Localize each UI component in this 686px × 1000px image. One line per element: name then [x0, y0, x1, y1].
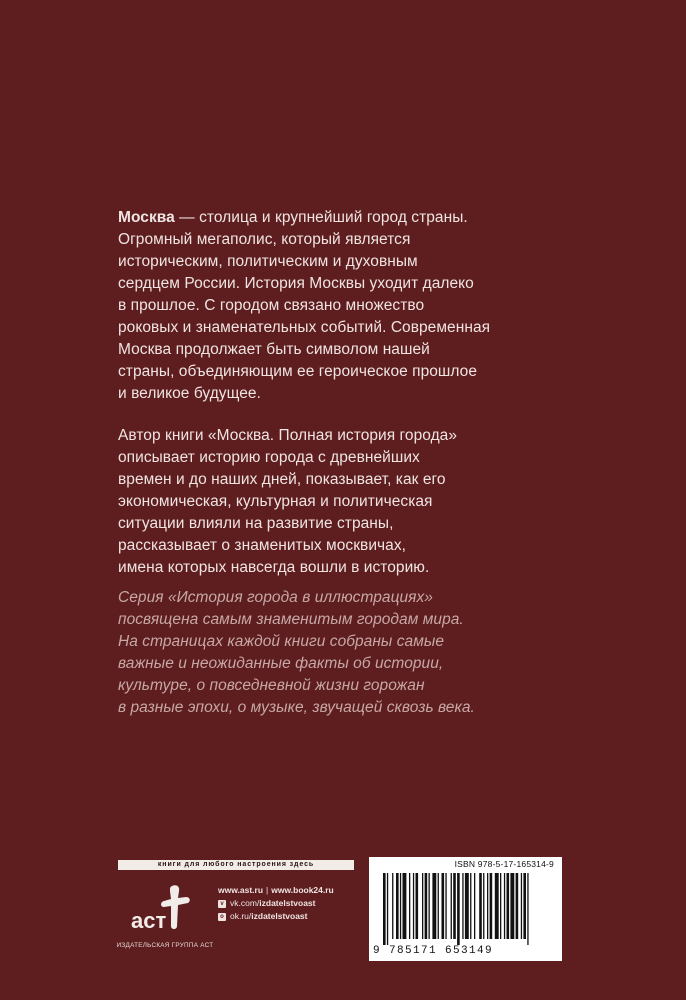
- vk-icon: v: [218, 900, 226, 908]
- paragraph-line: На страницах каждой книги собраны самые: [118, 633, 445, 650]
- barcode-bar: [510, 873, 514, 939]
- barcode-bar: [521, 873, 522, 939]
- barcode-bar: [438, 873, 439, 939]
- barcode-bar: [507, 873, 510, 939]
- paragraph-line: посвящена самым знаменитым городам мира.: [118, 611, 464, 628]
- barcode-bar: [409, 873, 410, 939]
- barcode-bar: [442, 873, 445, 939]
- paragraph-line: описывает историю города с древнейших: [118, 449, 420, 466]
- paragraph-line: в разные эпохи, о музыке, звучащей сквозь века.: [118, 699, 475, 716]
- paragraph-line: и великое будущее.: [118, 385, 261, 402]
- barcode-bar: [504, 873, 505, 939]
- barcode-bar: [479, 873, 482, 939]
- barcode-bar: [400, 873, 401, 939]
- barcode-bar: [445, 873, 446, 939]
- barcode-bar: [470, 873, 471, 939]
- barcode-bar: [527, 873, 528, 945]
- paragraph-line: роковых и знаменательных событий. Современная: [118, 319, 491, 336]
- barcode-panel: [369, 857, 562, 961]
- logo-text: аст: [131, 908, 167, 933]
- barcode-bar: [465, 873, 469, 939]
- site-link-ast[interactable]: www.ast.ru: [218, 885, 264, 895]
- barcode-digits: 9 785171 653149: [373, 945, 494, 957]
- barcode-bar: [403, 873, 407, 939]
- paragraph-line: Огромный мегаполис, который является: [118, 231, 411, 248]
- barcode-bar: [383, 873, 386, 945]
- publisher-links: [218, 884, 334, 923]
- vk-row[interactable]: [218, 897, 334, 910]
- barcode-bar: [416, 873, 419, 939]
- annotation-paragraph-1: [118, 207, 558, 405]
- barcode-bar: [387, 873, 388, 945]
- series-description: [118, 587, 558, 719]
- barcode-bar: [457, 873, 460, 945]
- lead-word: Москва: [118, 209, 175, 226]
- vk-handle: izdatelstvoast: [259, 898, 316, 908]
- paragraph-line: рассказывает о знаменитых москвичах,: [118, 537, 407, 554]
- site-link-book24[interactable]: www.book24.ru: [271, 885, 334, 895]
- barcode-icon: [369, 869, 562, 945]
- barcode-bar: [432, 873, 436, 939]
- barcode-bar: [451, 873, 452, 939]
- barcode-bar: [453, 873, 456, 939]
- barcode-bar: [429, 873, 430, 939]
- paragraph-line: экономическая, культурная и политическая: [118, 493, 433, 510]
- paragraph-line: сердцем России. История Москвы уходит далеко: [118, 275, 474, 292]
- barcode-bar: [474, 873, 475, 939]
- barcode-bar: [413, 873, 414, 939]
- paragraph-line: в прошлое. С городом связано множество: [118, 297, 425, 314]
- paragraph-line: Автор книги «Москва. Полная история города»: [118, 427, 458, 444]
- paragraph-line: историческим, политическим и духовным: [118, 253, 418, 270]
- barcode-bar: [483, 873, 484, 939]
- barcode-bar: [495, 873, 499, 939]
- vk-prefix: vk.com/: [230, 898, 260, 908]
- paragraph-line: времен и до наших дней, показывает, как его: [118, 471, 446, 488]
- paragraph-line: Москва продолжает быть символом нашей: [118, 341, 430, 358]
- barcode-bar: [490, 873, 493, 939]
- paragraph-line: страны, объединяющим ее героическое прошлое: [118, 363, 478, 380]
- barcode-bar: [422, 873, 423, 939]
- publisher-caption: ИЗДАТЕЛЬСКАЯ ГРУППА АСТ: [116, 942, 214, 949]
- ast-logo-icon: [128, 882, 202, 934]
- ok-handle: izdatelstvoast: [251, 911, 308, 921]
- barcode-bar: [396, 873, 399, 939]
- barcode-bar: [523, 873, 526, 939]
- paragraph-line: [118, 207, 558, 229]
- ok-icon: o: [218, 913, 226, 921]
- link-separator: |: [266, 885, 269, 895]
- paragraph-line: важные и неожиданные факты об истории,: [118, 655, 444, 672]
- ok-row[interactable]: [218, 910, 334, 923]
- paragraph-line: Серия «История города в иллюстрациях»: [118, 589, 433, 606]
- barcode-bar: [487, 873, 488, 939]
- paragraph-line: имена которых навсегда вошли в историю.: [118, 559, 430, 576]
- isbn-label: ISBN 978-5-17-165314-9: [454, 859, 554, 869]
- barcode-bar: [462, 873, 463, 939]
- ok-prefix: ok.ru/: [230, 911, 252, 921]
- barcode-bar: [425, 873, 428, 939]
- paragraph-line: культуре, о повседневной жизни горожан: [118, 677, 425, 694]
- first-line-rest: — столица и крупнейший город страны.: [174, 209, 468, 226]
- barcode-bar: [500, 873, 501, 939]
- barcode-bar: [392, 873, 393, 939]
- annotation-paragraph-2: [118, 425, 558, 579]
- website-row: [218, 884, 334, 897]
- paragraph-line: ситуации влияли на развитие страны,: [118, 515, 394, 532]
- slogan-bar: книги для любого настроения здесь: [118, 860, 354, 870]
- barcode-bar: [516, 873, 519, 939]
